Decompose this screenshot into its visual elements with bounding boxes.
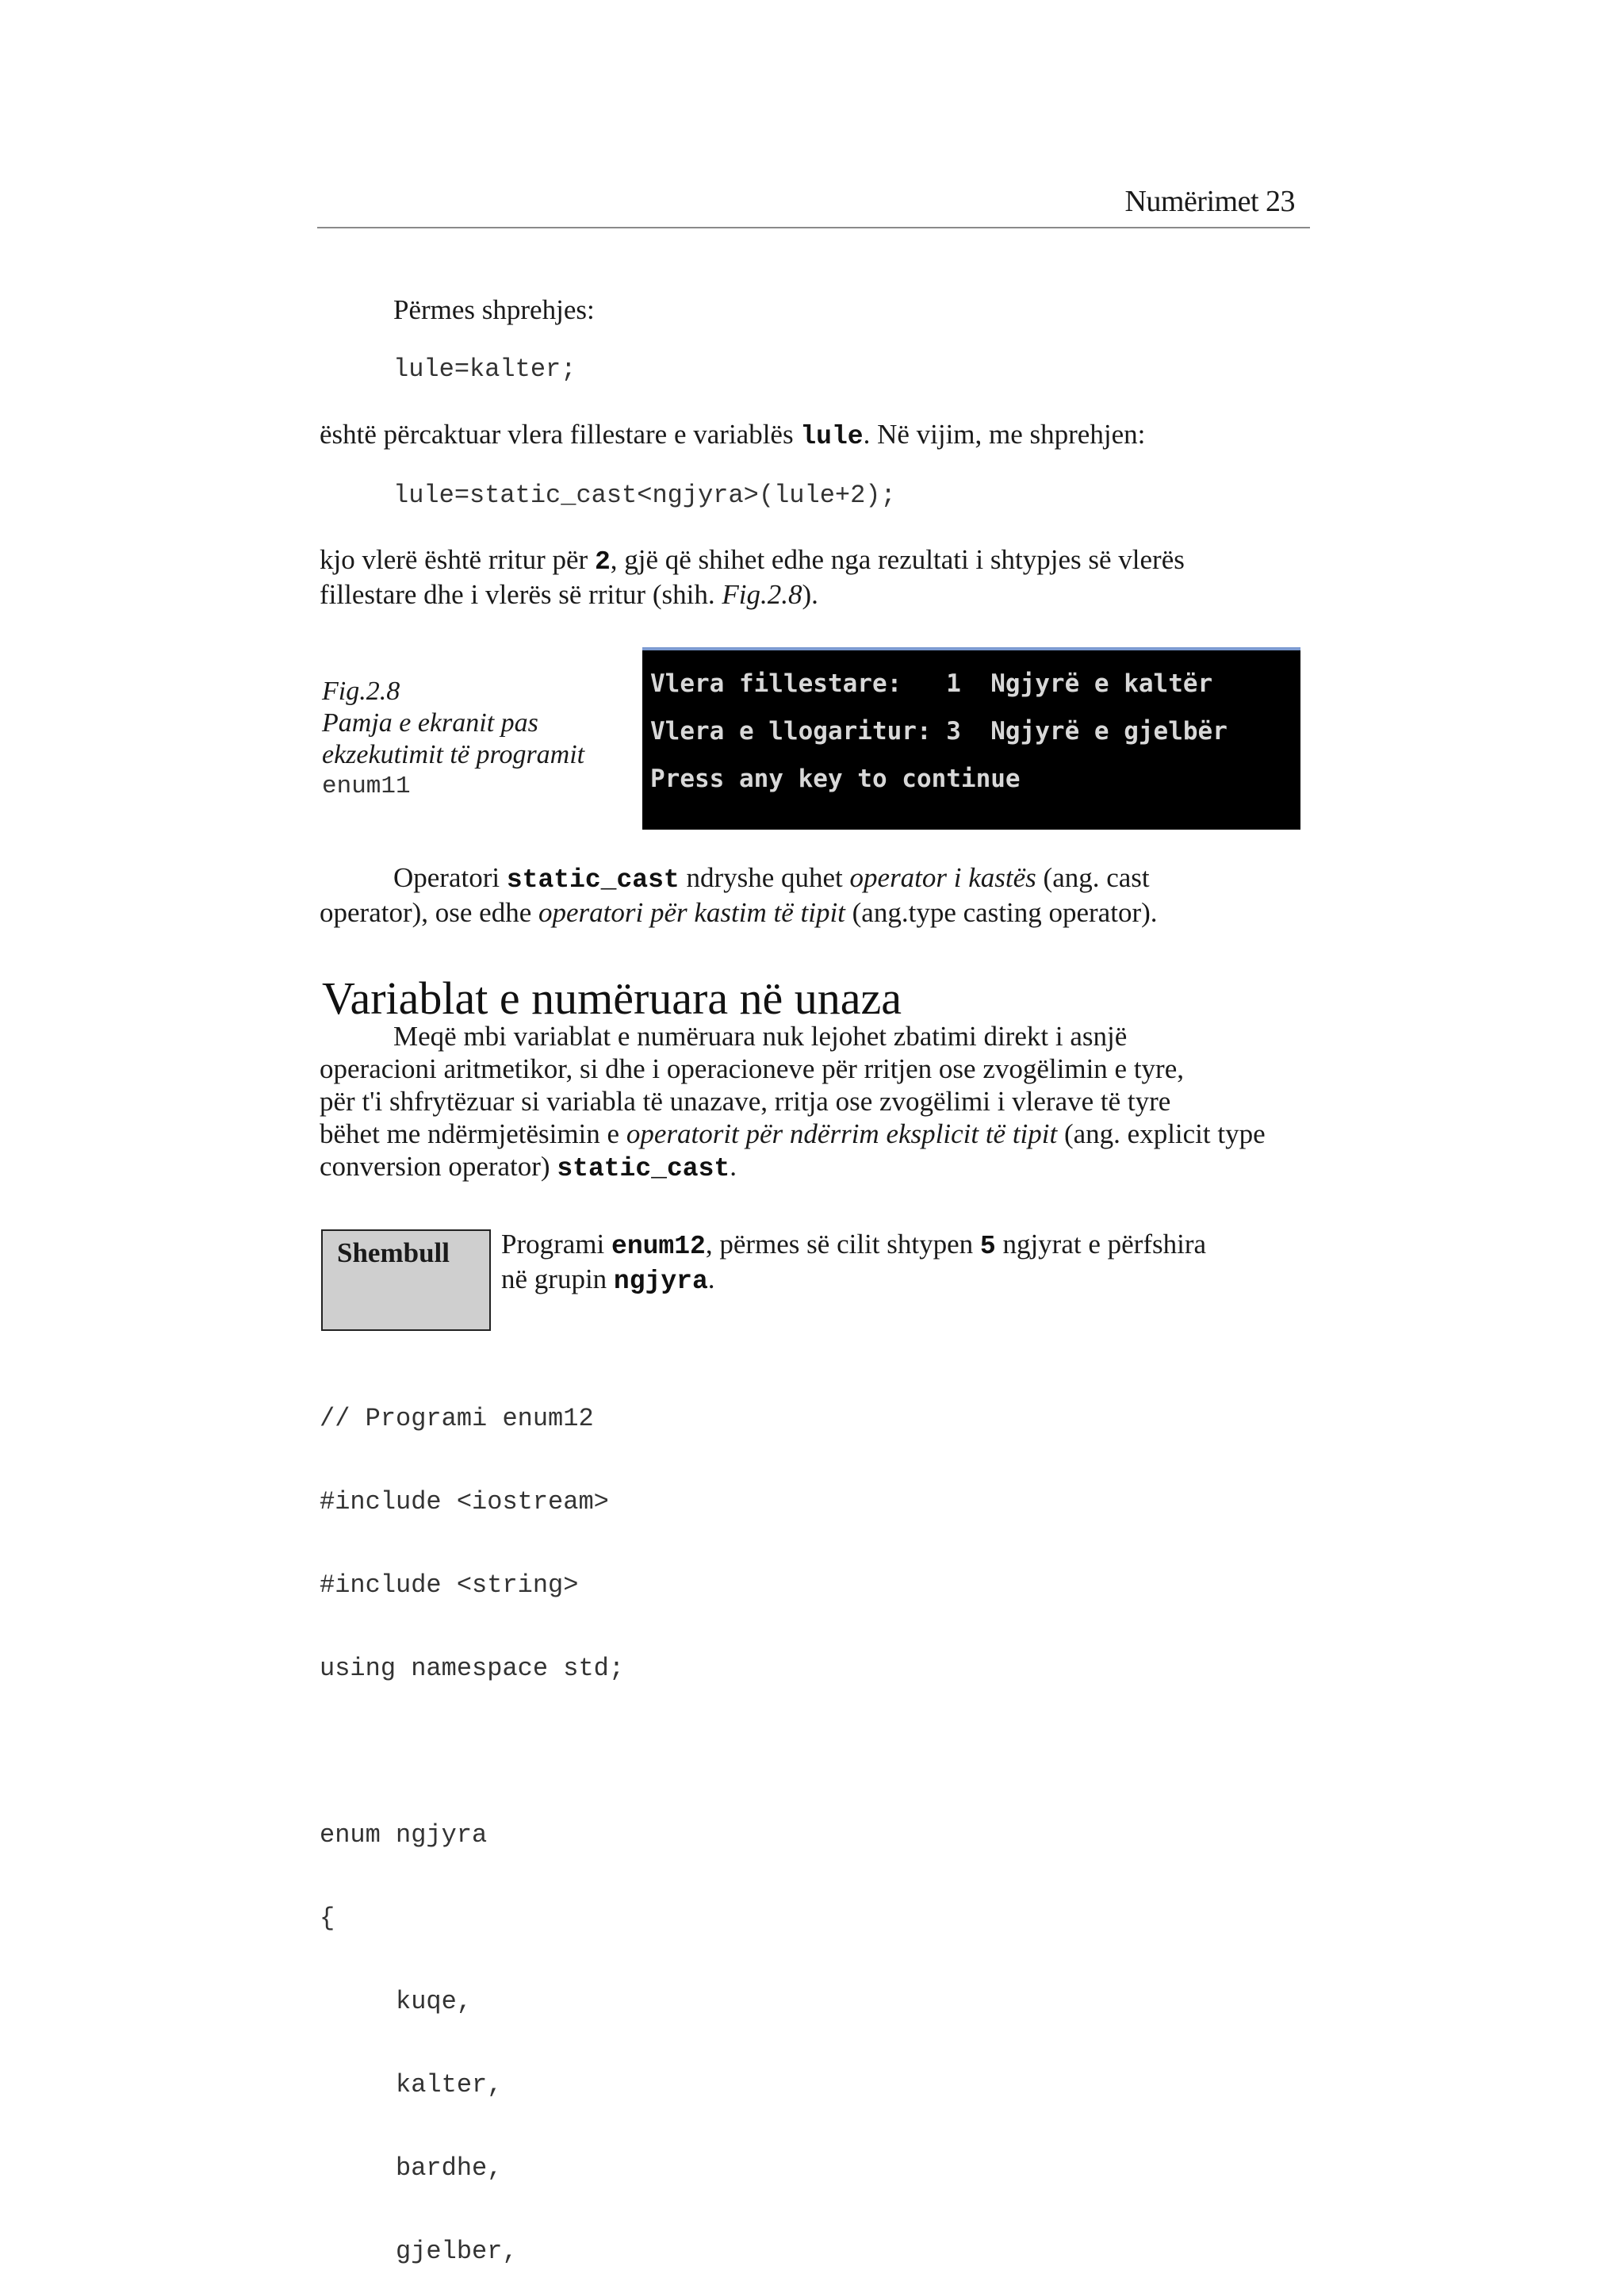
code-line-1: lule=kalter; xyxy=(393,355,576,384)
code-line: kuqe, xyxy=(320,1987,473,2016)
paragraph-4 xyxy=(320,1020,1266,1185)
p2-text-b: , gjë që shihet edhe nga rezultati i shtypjes së vlerës xyxy=(610,544,1185,575)
code-line: enum ngjyra xyxy=(320,1820,488,1850)
fig-caption-program: enum11 xyxy=(322,773,411,800)
fig-caption-line-2: ekzekutimit të programit xyxy=(322,740,585,769)
code-line: using namespace std; xyxy=(320,1654,625,1683)
console-line-2: Vlera e llogaritur: 3 Ngjyrë e gjelbër xyxy=(650,717,1228,746)
p4-line-4-italic: operatorit për ndërrim eksplicit të tipit xyxy=(626,1118,1058,1149)
code-line: #include <string> xyxy=(320,1570,579,1600)
code-line: { xyxy=(320,1904,335,1933)
p3-italic-1: operator i kastës xyxy=(849,862,1036,893)
p3-text-c: (ang. cast xyxy=(1036,862,1150,893)
p4-line-5b: . xyxy=(730,1151,737,1182)
example-program: enum12 xyxy=(611,1232,706,1261)
example-label: Shembull xyxy=(337,1237,450,1268)
p4-line-1: Meqë mbi variablat e numëruara nuk lejohet zbatimi direkt i asnjë xyxy=(393,1021,1128,1052)
example-text-e: . xyxy=(707,1263,715,1294)
code-line: kalter, xyxy=(320,2070,503,2099)
p1-var: lule xyxy=(800,422,864,451)
p3-text-d: operator), ose edhe xyxy=(320,897,538,928)
paragraph-1 xyxy=(320,418,1145,453)
intro-line: Përmes shprehjes: xyxy=(393,294,595,325)
p3-text-a: Operatori xyxy=(393,862,507,893)
example-num: 5 xyxy=(979,1232,996,1261)
console-line-3: Press any key to continue xyxy=(650,765,1021,793)
p4-operator: static_cast xyxy=(557,1154,730,1183)
p4-line-4b: (ang. explicit type xyxy=(1057,1118,1266,1149)
example-text-c: ngjyrat e përfshira xyxy=(995,1229,1207,1260)
p2-num: 2 xyxy=(594,547,611,577)
example-group: ngjyra xyxy=(613,1267,708,1296)
p1-text-a: është përcaktuar vlera fillestare e variablës xyxy=(320,419,801,450)
example-text-a: Programi xyxy=(501,1229,612,1260)
example-box xyxy=(321,1229,491,1331)
header-rule xyxy=(317,227,1310,228)
code-block xyxy=(320,1349,624,2293)
example-text-d: në grupin xyxy=(501,1263,614,1294)
p4-line-2: operacioni aritmetikor, si dhe i operacioneve për rritjen ose zvogëlimin e tyre, xyxy=(320,1053,1184,1084)
p4-line-5a: conversion operator) xyxy=(320,1151,557,1182)
code-line xyxy=(320,1738,624,1766)
p3-text-e: (ang.type casting operator). xyxy=(845,897,1158,928)
paragraph-2 xyxy=(320,543,1185,611)
p2-text-c: fillestare dhe i vlerës së rritur (shih. xyxy=(320,579,722,610)
code-line: // Programi enum12 xyxy=(320,1404,594,1433)
header-title: Numërimet xyxy=(1124,185,1258,218)
fig-caption-line-1: Pamja e ekranit pas xyxy=(322,708,538,738)
p3-text-b: ndryshe quhet xyxy=(679,862,850,893)
section-heading: Variablat e numëruara në unaza xyxy=(322,972,902,1024)
code-line: gjelber, xyxy=(320,2237,518,2266)
p3-operator: static_cast xyxy=(506,865,680,895)
p4-line-3: për t'i shfrytëzuar si variabla të unazave, rritja ose zvogëlimi i vlerave të tyre xyxy=(320,1086,1171,1117)
running-header xyxy=(1124,184,1295,219)
p3-italic-2: operatori për kastim të tipit xyxy=(538,897,845,928)
example-text-b: , përmes së cilit shtypen xyxy=(705,1229,980,1260)
console-line-1: Vlera fillestare: 1 Ngjyrë e kaltër xyxy=(650,669,1213,698)
p2-fig-ref: Fig.2.8 xyxy=(722,579,802,610)
figure-caption xyxy=(322,676,639,803)
fig-label: Fig.2.8 xyxy=(322,677,400,706)
p2-text-a: kjo vlerë është rritur për xyxy=(320,544,595,575)
code-line: bardhe, xyxy=(320,2153,503,2183)
paragraph-3 xyxy=(320,861,1158,929)
p1-text-b: . Në vijim, me shprehjen: xyxy=(863,419,1146,450)
p2-text-d: ). xyxy=(802,579,818,610)
console-screenshot xyxy=(642,647,1300,830)
page-number: 23 xyxy=(1266,185,1295,218)
code-line: #include <iostream> xyxy=(320,1487,609,1517)
example-text xyxy=(501,1228,1206,1298)
p4-line-4a: bëhet me ndërmjetësimin e xyxy=(320,1118,626,1149)
code-line-2: lule=static_cast<ngjyra>(lule+2); xyxy=(393,481,896,510)
